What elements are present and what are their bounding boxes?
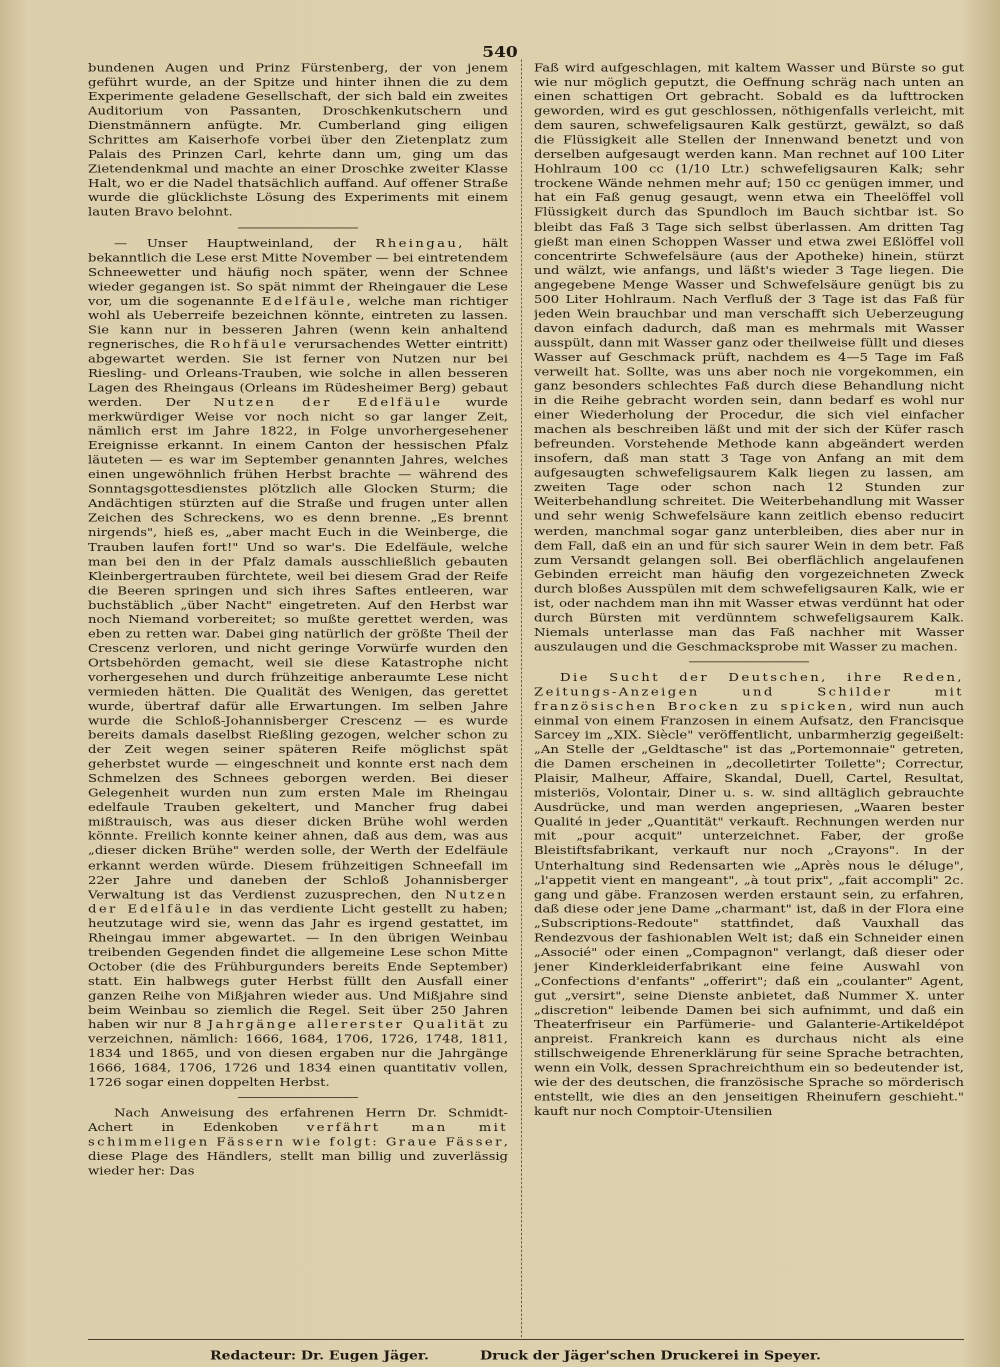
article-faesser: Nach Anweisung des erfahrenen Herrn Dr. Schmidt-Achert in Edenkoben verfährt man mit schimmeligen Fässern wie folgt: Graue Fässer, diese Plage des Händlers, stellt man billig und zuverlässig wieder her: Das bbox=[88, 1107, 508, 1179]
page-number: 540 bbox=[482, 44, 518, 62]
printer-line: Druck der Jäger'schen Druckerei in Speyer. bbox=[480, 1349, 821, 1363]
column-divider bbox=[521, 59, 522, 1337]
article-separator bbox=[238, 1097, 358, 1098]
left-column bbox=[88, 61, 508, 1330]
right-column bbox=[534, 61, 964, 1330]
article-cumberland-end: bundenen Augen und Prinz Fürstenberg, der von jenem geführt wurde, an der Spitze und hinter ihnen die zu dem Experimente geladene Gesellschaft, der sich bald ein zweites Auditorium von Passanten, Droschkenkutschern und Dienstmännern anfügte. Mr. Cumberland ging eiligen Schrittes am Kaiserhofe vorbei über den Zietenplatz zum Palais des Prinzen Carl, kehrte dann um, ging um das Zietendenkmal und machte an einer Droschke zweiter Klasse Halt, wo er die Nadel thatsächlich auffand. Auf offener Straße wurde die glücklichste Lösung des Experiments mit einem lauten Bravo belohnt. bbox=[88, 61, 508, 220]
footer-rule bbox=[88, 1339, 964, 1340]
article-separator bbox=[238, 227, 358, 228]
article-faesser-continued: Faß wird aufgeschlagen, mit kaltem Wasser und Bürste so gut wie nur möglich geputzt, die Oeffnung schräg nach unten an einen schattigen Ort gebracht. Sobald es da lufttrocken geworden, wird es gut geschlossen, nöthigenfalls verleicht, mit dem sauren, schwefeligsauren Kalk gestürzt, gewälzt, so daß die Flüssigkeit alle Stellen der Innenwand benetzt und von derselben aufgesaugt werden kann. Man rechnet auf 100 Liter Hohlraum 100 cc (1/10 Ltr.) schwefeligsauren Kalk; sehr trockene Wände nehmen mehr auf; 150 cc genügen immer, und hat ein Faß genug gesaugt, wenn etwa ein Theelöffel voll Flüssigkeit durch das Spundloch im Bauch sichtbar ist. So bleibt das Faß 3 Tage sich selbst überlassen. Am dritten Tag gießt man einen Schoppen Wasser und etwa zwei Eßlöffel voll concentrirte Schwefelsäure (aus der Apotheke) hinein, stürzt und wälzt, wie anfangs, und läßt's wieder 3 Tage liegen. Die angegebene Menge Wasser und Schwefelsäure genügt bis zu 500 Liter Hohlraum. Nach Verfluß der 3 Tage ist das Faß für jeden Wein brauchbar und man verschafft sich Ueberzeugung davon einfach dadurch, daß man es mehrmals mit Wasser ausspült, dann mit Wasser ganz oder theilweise füllt und dieses Wasser auf Geschmack prüft, nachdem es 4—5 Tage im Faß verweilt hat. Sollte, was uns aber noch nie vorgekommen, ein ganz besonders schlechtes Faß durch diese Behandlung nicht in die Reihe gebracht worden sein, dann bedarf es wohl nur einer Wiederholung der Procedur, die sich viel einfacher machen als beschreiben läßt und mit der sich der Küfer rasch befreunden. Vorstehende Methode kann abgeändert werden insofern, daß man statt 3 Tage von Anfang an mit dem aufgesaugten schwefeligsaurem Kalk liegen zu lassen, am zweiten Tage oder schon nach 12 Stunden zur Weiterbehandlung schreitet. Die Weiterbehandlung mit Wasser und sehr wenig Schwefelsäure kann zeitlich ebenso reducirt werden, manchmal sogar ganz unterbleiben, dies aber nur in dem Fall, daß ein an und für sich saurer Wein in dem betr. Faß zum Versandt gelangen soll. Bei oberflächlich angelaufenen Gebinden erreicht man häufig den vorgezeichneten Zweck durch bloßes Ausspülen mit dem schwefeligsauren Kalk, wie er ist, oder nachdem man ihn mit Wasser etwas verdünnt hat oder durch Bürsten mit verdünntem schwefeligsaurem Kalk. Niemals unterlasse man das Faß nachher mit Wasser auszulaugen und die Geschmacksprobe mit Wasser zu machen. bbox=[534, 61, 964, 654]
editor-line: Redacteur: Dr. Eugen Jäger. bbox=[210, 1349, 429, 1363]
article-separator bbox=[689, 661, 809, 662]
article-rheingau: — Unser Hauptweinland, der Rheingau, hält bekanntlich die Lese erst Mitte November — bei eintretendem Schneewetter und häufig noch später, wenn der Schnee wieder gegangen ist. So spät nimmt der Rheingauer die Lese vor, um die sogenannte Edelfäule, welche man richtiger wohl als Ueberreife bezeichnen könnte, eintreten zu lassen. Sie kann nur in besseren Jahren (wenn kein anhaltend regnerisches, die Rohfäule verursachendes Wetter eintritt) abgewartet werden. Sie ist ferner von Nutzen nur bei Riesling- und Orleans-Trauben, wie solche in allen besseren Lagen des Rheingaus (Orleans im Rüdesheimer Berg) gebaut werden. Der Nutzen der Edelfäule wurde merkwürdiger Weise vor noch nicht so gar langer Zeit, nämlich erst im Jahre 1822, in Folge unvorhergesehener Ereignisse erkannt. In einem Canton der hessischen Pfalz läuteten — es war im September genannten Jahres, welches einen ungewöhnlich frühen Herbst brachte — während des Sonntagsgottesdienstes plötzlich alle Glocken Sturm; die Andächtigen stürzten auf die Straße und frugen unter allen Zeichen des Schreckens, wo es denn brenne. „Es brennt nirgends", hieß es, „aber macht Euch in die Weinberge, die Trauben laufen fort!" Und so war's. Die Edelfäule, welche man bei den in der Pfalz damals ausschließlich gebauten Kleinbergertrauben fürchtete, weil bei diesem Grad der Reife die Beeren springen und sich ihres Saftes entleeren, war buchstäblich „über Nacht" eingetreten. Auf den Herbst war noch Niemand vorbereitet; so mußte gerettet werden, was eben zu retten war. Dabei ging natürlich der größte Theil der Crescenz verloren, und nicht geringe Vorwürfe wurden den Ortsbehörden gemacht, weil sie diese Katastrophe nicht vorhergesehen und durch frühzeitige anberaumte Lese nicht vermieden hätten. Die Qualität des Wenigen, das gerettet wurde, übertraf dafür alle Erwartungen. Im selben Jahre wurde die Schloß-Johannisberger Crescenz — es wurde bereits damals daselbst Rießling gezogen, welcher schon zu der Zeit wegen seiner späteren Reife möglichst spät geherbstet wurde — eingeschneit und konnte erst nach dem Schmelzen des Schnees geborgen werden. Bei dieser Gelegenheit wurden nun zum ersten Male im Rheingau edelfaule Trauben gekeltert, und Mancher frug dabei mißtrauisch, was aus dieser dicken Brühe wohl werden könnte. Freilich konnte keiner ahnen, daß aus dem, was aus „dieser dicken Brühe" werden solle, der Werth der Edelfäule erkannt werden würde. Diesem frühzeitigen Schneefall im 22er Jahre und daneben der Schloß Johannisberger Verwaltung ist das Verdienst zuzusprechen, den Nutzen der Edelfäule in das verdiente Licht gestellt zu haben; heutzutage wird sie, wenn das Jahr es irgend gestattet, im Rheingau immer abgewartet. — In den übrigen Weinbau treibenden Gegenden findet die allgemeine Lese schon Mitte October (die des Frühburgunders bereits Ende September) statt. Ein halbwegs guter Herbst füllt den Ausfall einer ganzen Reihe von Mißjahren wieder aus. Und Mißjahre sind beim Weinbau so ziemlich die Regel. Seit über 250 Jahren haben wir nur 8 Jahrgänge allererster Qualität zu verzeichnen, nämlich: 1666, 1684, 1706, 1726, 1748, 1811, 1834 und 1865, und von diesen ergaben nur die Jahrgänge 1666, 1684, 1706, 1726 und 1834 einen quantitativ vollen, 1726 sogar einen doppelten Herbst. bbox=[88, 237, 508, 1090]
article-franzoesisch: Die Sucht der Deutschen, ihre Reden, Zeitungs-Anzeigen und Schilder mit französischen Brocken zu spicken, wird nun auch einmal von einem Franzosen in einem Aufsatz, den Francisque Sarcey im „XIX. Siècle" veröffentlicht, unbarmherzig gegeißelt: „An Stelle der „Geldtasche" ist das „Portemonnaie" getreten, die Damen erscheinen in „decolletirter Toilette"; Correctur, Plaisir, Malheur, Affaire, Skandal, Duell, Cartel, Resultat, misteriös, Volontair, Diner u. s. w. sind alltäglich gebrauchte Ausdrücke, und man werden angepriesen, „Waaren bester Qualité in jeder „Quantität" verkauft. Rechnungen werden nur mit „pour acquit" unterzeichnet. Faber, der große Bleistiftsfabrikant, verkauft nur noch „Crayons". In der Unterhaltung sind Redensarten wie „Après nous le déluge", „l'appetit vient en mangeant", „à tout prix", „fait accompli" 2c. gang und gäbe. Franzosen werden erstaunt sein, zu erfahren, daß diese oder jene Dame „charmant" ist, daß in der Flora eine „Subscriptions-Redoute" stattfindet, daß Vauxhall das Rendezvous der fashionablen Welt ist; daß ein Schneider einen „Associé" oder einen „Compagnon" verlangt, daß dieser oder jener Kinderkleiderfabrikant eine feine Auswahl von „Confections d'enfants" „offerirt"; daß ein „coulanter" Agent, gut „versirt", seine Dienste anbietet, daß Nummer X. unter „discretion" leibende Damen bei sich aufnimmt, und daß ein Theaterfriseur ein Parfümerie- und Galanterie-Artikeldépot anpreist. Frankreich kann es durchaus nicht als eine stillschweigende Ehrenerklärung für seine Sprache betrachten, wenn ein Volk, dessen Sprachreichthum ein so bedeutender ist, wie der des deutschen, die französische Sprache so mörderisch entstellt, wie dies an den jenseitigen Rheinufern geschieht." kauft nur noch Comptoir-Utensilien bbox=[534, 671, 964, 1119]
